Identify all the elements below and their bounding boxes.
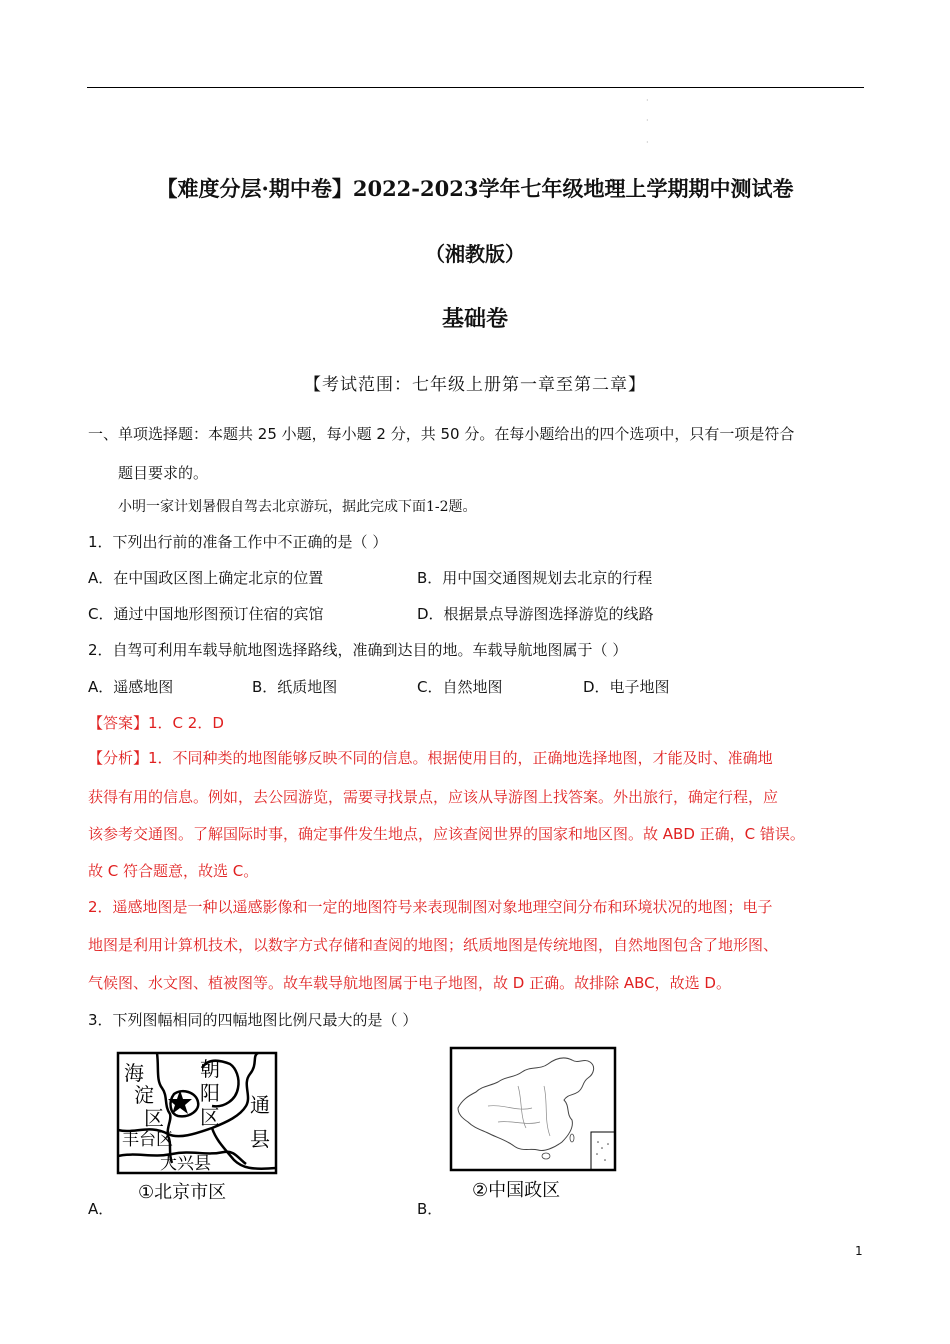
analysis-line-4: 故 C 符合题意，故选 C。	[88, 862, 259, 880]
beijing-district-map	[112, 1048, 282, 1203]
question-2-option-c: C．自然地图	[417, 678, 503, 696]
question-1-option-c: C．通过中国地形图预订住宿的宾馆	[88, 605, 324, 623]
answer-line	[88, 712, 224, 733]
map-label-dian: 淀	[134, 1083, 154, 1107]
analysis-text: 1．不同种类的地图能够反映不同的信息。根据使用目的，正确地选择地图，才能及时、准确地	[148, 749, 773, 767]
header-rule	[87, 87, 864, 88]
decorative-dot: ·	[646, 116, 649, 125]
answer-text: 1．C 2．D	[148, 714, 224, 732]
map-2-caption: ②中国政区	[472, 1180, 561, 1201]
map-label-yang: 阳	[200, 1081, 220, 1105]
analysis-line-3: 该参考交通图。了解国际时事，确定事件发生地点，应该查阅世界的国家和地区图。故 ABD 正确，C 错误。	[88, 825, 805, 843]
analysis-line-6: 地图是利用计算机技术，以数字方式存储和查阅的地图；纸质地图是传统地图，自然地图包含了地形图、	[88, 936, 779, 954]
answer-label: 【答案】	[88, 714, 149, 732]
analysis-label: 【分析】	[88, 749, 149, 767]
page-subtitle: （湘教版）	[425, 242, 525, 266]
question-2-option-a: A．遥感地图	[88, 678, 174, 696]
exam-scope: 【考试范围：七年级上册第一章至第二章】	[304, 375, 646, 395]
question-1-option-a: A．在中国政区图上确定北京的位置	[88, 569, 324, 587]
analysis-line-1	[88, 747, 773, 768]
map-label-qu-1: 区	[144, 1106, 164, 1130]
question-2-option-d: D．电子地图	[583, 678, 670, 696]
decorative-dot: ·	[646, 96, 649, 105]
question-3-option-b: B．	[417, 1200, 443, 1218]
map-label-chao: 朝	[200, 1057, 220, 1081]
map-label-tong: 通	[250, 1093, 270, 1117]
analysis-line-2: 获得有用的信息。例如，去公园游览，需要寻找景点，应该从导游图上找答案。外出旅行，确定行程，应	[88, 788, 779, 806]
question-context: 小明一家计划暑假自驾去北京游玩，据此完成下面1-2题。	[118, 499, 477, 515]
question-1-stem: 1．下列出行前的准备工作中不正确的是（ ）	[88, 533, 388, 551]
question-1-option-b: B．用中国交通图规划去北京的行程	[417, 569, 653, 587]
decorative-dot: ·	[646, 138, 649, 147]
part1-heading: 一、单项选择题：本题共 25 小题，每小题 2 分，共 50 分。在每小题给出的四个选项中，只有一项是符合	[88, 425, 795, 443]
analysis-line-7: 气候图、水文图、植被图等。故车载导航地图属于电子地图，故 D 正确。故排除 ABC，故选 D。	[88, 974, 731, 992]
map-label-xian: 县	[250, 1127, 270, 1151]
question-2-stem: 2．自驾可利用车载导航地图选择路线，准确到达目的地。车载导航地图属于（ ）	[88, 641, 628, 659]
page-number: 1	[855, 1244, 863, 1258]
question-3-stem: 3．下列图幅相同的四幅地图比例尺最大的是（ ）	[88, 1011, 418, 1029]
question-2-option-b: B．纸质地图	[252, 678, 338, 696]
map-label-hai: 海	[124, 1061, 144, 1085]
question-3-option-a: A．	[88, 1200, 114, 1218]
map-label-daxing: 大兴县	[160, 1154, 211, 1174]
map-label-fengtai: 丰台区	[122, 1130, 173, 1150]
china-political-map	[448, 1046, 620, 1204]
map-1-caption: ①北京市区	[138, 1182, 227, 1203]
question-1-option-d: D．根据景点导游图选择游览的线路	[417, 605, 654, 623]
part1-heading-cont: 题目要求的。	[118, 464, 209, 482]
section-title: 基础卷	[441, 307, 508, 332]
analysis-line-5: 2．遥感地图是一种以遥感影像和一定的地图符号来表现制图对象地理空间分布和环境状况的地图；电子	[88, 898, 773, 916]
map-label-qu-2: 区	[200, 1105, 220, 1129]
page-title: 【难度分层·期中卷】2022-2023学年七年级地理上学期期中测试卷	[156, 176, 794, 201]
